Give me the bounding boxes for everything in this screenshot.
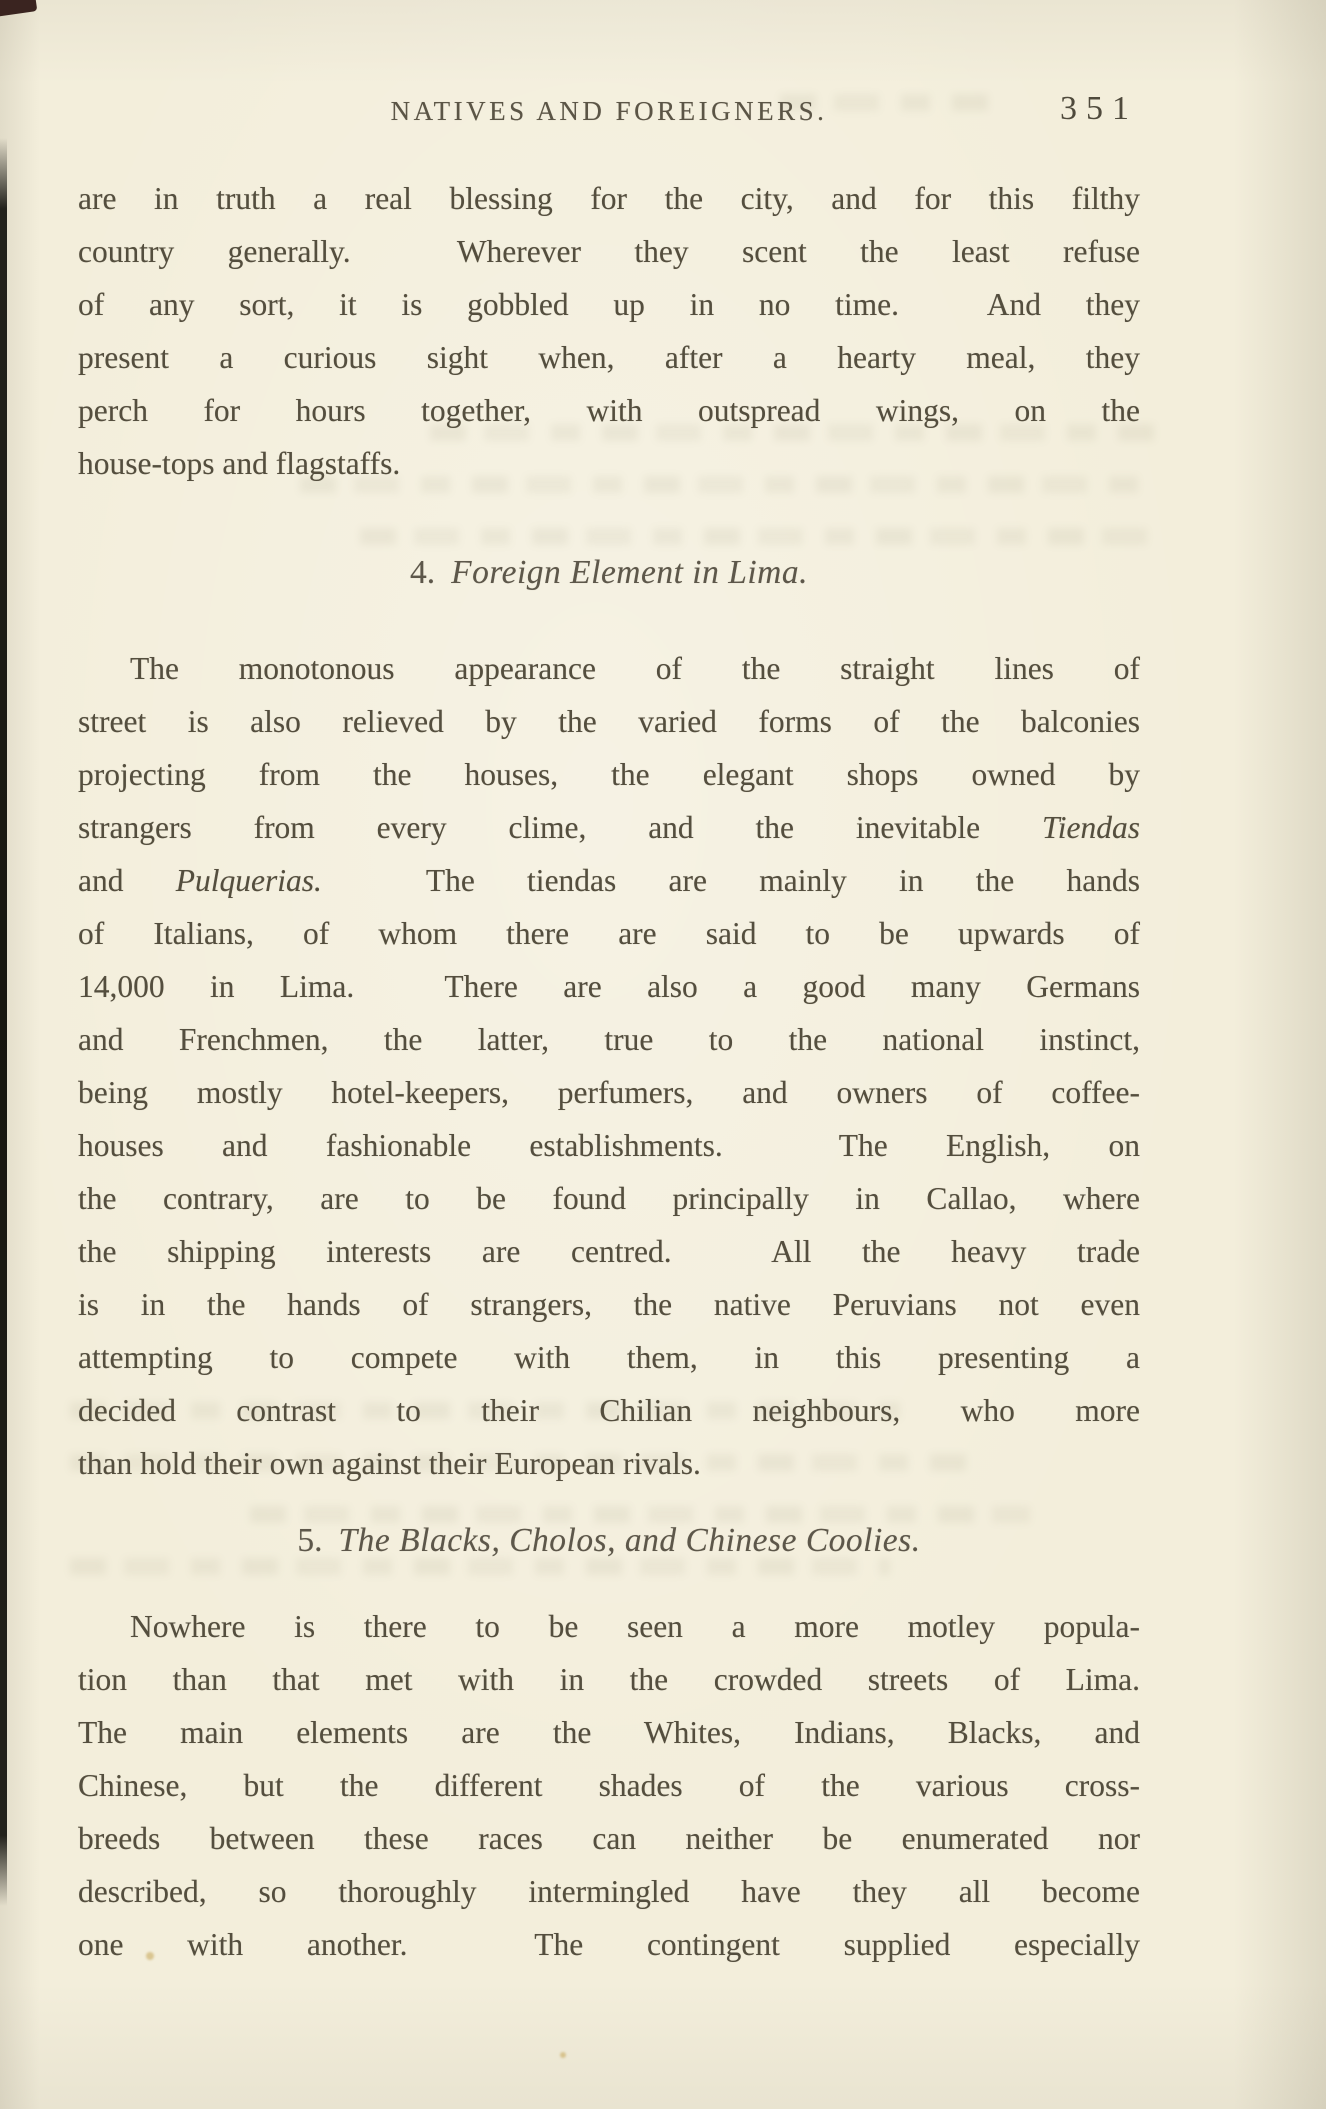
page-number: 351 [1060, 90, 1138, 127]
scan-edge-artifact [0, 138, 7, 1906]
text-line [78, 1759, 1140, 1812]
paragraph [78, 642, 1140, 1490]
text-line [78, 1706, 1140, 1759]
text-segment: are in truth a real blessing for the city, and for this filthy [78, 181, 1140, 216]
section-heading [78, 1514, 1140, 1567]
text-line [78, 1653, 1140, 1706]
text-segment: of Italians, of whom there are said to be upwards of [78, 916, 1140, 951]
text-segment: strangers from every clime, and the inevitable [78, 810, 1042, 845]
text-line [78, 1600, 1140, 1653]
text-line [78, 1119, 1140, 1172]
show-through-artifact [360, 528, 1150, 545]
text-segment: house-tops and flagstaffs. [78, 446, 401, 481]
text-line [78, 801, 1140, 854]
paper-speck [560, 2052, 566, 2058]
text-segment: houses and fashionable establishments. The English, on [78, 1128, 1140, 1163]
text-line [78, 960, 1140, 1013]
text-segment: one with another. The contingent supplied especially [78, 1927, 1140, 1962]
text-line [78, 331, 1140, 384]
text-line [78, 1812, 1140, 1865]
section-number: 4. [409, 554, 436, 591]
text-segment: decided contrast to their Chilian neighbours, who more [78, 1393, 1140, 1428]
text-line [78, 748, 1140, 801]
text-segment: the contrary, are to be found principally in Callao, where [78, 1181, 1140, 1216]
paragraph [78, 1600, 1140, 1971]
section-title: Foreign Element in Lima. [451, 554, 808, 591]
text-segment: The monotonous appearance of the straight lines of [130, 651, 1140, 686]
text-line [78, 1865, 1140, 1918]
text-segment: 14,000 in Lima. There are also a good many Germans [78, 969, 1140, 1004]
paragraph [78, 172, 1140, 490]
text-segment: street is also relieved by the varied forms of the balconies [78, 704, 1140, 739]
text-segment: being mostly hotel-keepers, perfumers, and owners of coffee- [78, 1075, 1140, 1110]
text-segment: of any sort, it is gobbled up in no time. And they [78, 287, 1140, 322]
text-segment: is in the hands of strangers, the native Peruvians not even [78, 1287, 1140, 1322]
text-segment: described, so thoroughly intermingled have they all become [78, 1874, 1140, 1909]
text-line [78, 384, 1140, 437]
text-segment: than hold their own against their European rivals. [78, 1446, 701, 1481]
text-line [78, 225, 1140, 278]
text-segment: country generally. Wherever they scent the least refuse [78, 234, 1140, 269]
text-line [78, 1225, 1140, 1278]
text-segment: present a curious sight when, after a hearty meal, they [78, 340, 1140, 375]
text-segment: tion than that met with in the crowded streets of Lima. [78, 1662, 1140, 1697]
section-title: The Blacks, Cholos, and Chinese Coolies. [338, 1522, 921, 1559]
section-number: 5. [297, 1522, 323, 1559]
text-segment: The tiendas are mainly in the hands [321, 863, 1140, 898]
text-line [78, 1278, 1140, 1331]
italic-text-segment: Pulquerias. [175, 863, 322, 898]
text-line [78, 695, 1140, 748]
text-segment: Chinese, but the different shades of the various cross- [78, 1768, 1140, 1803]
text-segment: breeds between these races can neither be enumerated nor [78, 1821, 1140, 1856]
italic-text-segment: Tiendas [1041, 810, 1140, 845]
text-segment: and Frenchmen, the latter, true to the national instinct, [78, 1022, 1140, 1057]
text-line [78, 854, 1140, 907]
text-segment: attempting to compete with them, in this presenting a [78, 1340, 1140, 1375]
text-line [78, 278, 1140, 331]
running-title: NATIVES AND FOREIGNERS. [390, 96, 828, 126]
text-line [78, 1384, 1140, 1437]
text-line [78, 1013, 1140, 1066]
text-line [78, 437, 1140, 490]
text-line [78, 1437, 1140, 1490]
text-line [78, 1172, 1140, 1225]
text-line [78, 1918, 1140, 1971]
text-line [78, 1066, 1140, 1119]
text-line [78, 172, 1140, 225]
text-line [78, 907, 1140, 960]
text-segment: the shipping interests are centred. All the heavy trade [78, 1234, 1140, 1269]
text-segment: projecting from the houses, the elegant shops owned by [78, 757, 1140, 792]
scan-corner-artifact [0, 0, 37, 17]
text-segment: The main elements are the Whites, Indians, Blacks, and [78, 1715, 1140, 1750]
text-segment: Nowhere is there to be seen a more motley popula- [130, 1609, 1140, 1644]
section-heading [78, 546, 1140, 599]
text-segment: and [78, 863, 176, 898]
text-line [78, 642, 1140, 695]
text-segment: perch for hours together, with outspread wings, on the [78, 393, 1140, 428]
page-header [78, 90, 1140, 134]
text-line [78, 1331, 1140, 1384]
